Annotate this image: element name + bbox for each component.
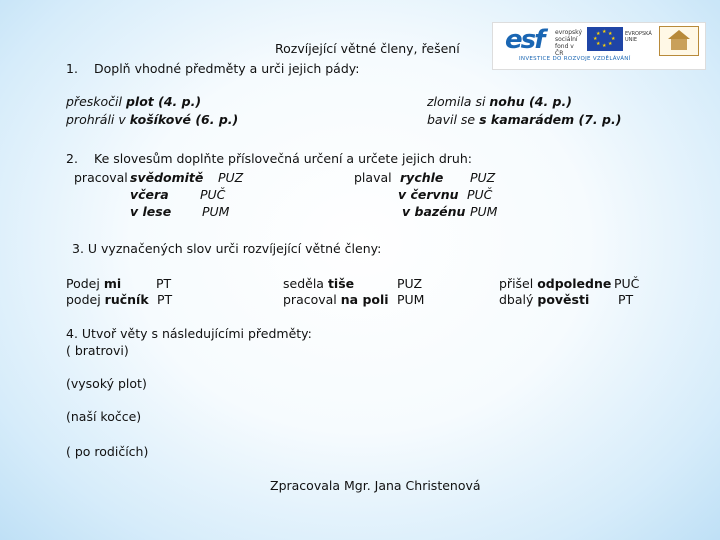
task2-left-type: PUČ [200,187,226,202]
task4-item: ( po rodičích) [66,444,149,459]
eu-flag-icon: ★ ★ ★ ★ ★ ★ ★ ★ [587,27,623,51]
task2-right-type: PUČ [467,187,493,202]
task1-number: 1. [66,61,78,76]
task3-item: Podej mi [66,276,122,291]
esf-caption: evropský sociální fond v ČR [555,29,582,57]
eu-caption: EVROPSKÁ UNIE [625,31,652,43]
task3-text: 3. U vyznačených slov urči rozvíjející větné členy: [72,241,382,256]
task3-type: PT [618,292,634,307]
task2-text: Ke slovesům doplňte příslovečná určení a určete jejich druh: [94,151,472,166]
task3-item: přišel odpoledne [499,276,612,291]
task3-type: PUM [397,292,425,307]
task2-right-word: rychle [400,170,444,185]
task4-item: (vysoký plot) [66,376,147,391]
author-credit: Zpracovala Mgr. Jana Christenová [270,478,481,493]
logo-strip [492,22,706,70]
task2-right-verb: plaval [354,170,392,185]
task3-item: pracoval na poli [283,292,389,307]
task4-item: ( bratrovi) [66,343,129,358]
task2-right-type: PUZ [470,170,496,185]
task2-right-type: PUM [470,204,498,219]
esf-logo: esf [505,25,544,55]
task3-type: PT [156,276,172,291]
task1-row: prohráli v košíkové (6. p.) [66,112,239,127]
task3-type: PT [157,292,173,307]
page-title: Rozvíjející větné členy, řešení [275,41,460,56]
task2-number: 2. [66,151,78,166]
task4-text: 4. Utvoř věty s následujícími předměty: [66,326,312,341]
logos-bottom-text: INVESTICE DO ROZVOJE VZDĚLÁVÁNÍ [519,56,631,62]
task1-row: zlomila si nohu (4. p.) [427,94,572,109]
task3-item: seděla tiše [283,276,355,291]
task3-type: PUZ [397,276,423,291]
task1-row: bavil se s kamarádem (7. p.) [427,112,622,127]
task2-left-word: v lese [130,204,172,219]
task2-right-word: v bazénu [402,204,466,219]
task2-left-word: svědomitě [130,170,204,185]
task4-item: (naší kočce) [66,409,142,424]
task2-left-word: včera [130,187,169,202]
task3-item: podej ručník [66,292,149,307]
task2-right-word: v červnu [398,187,459,202]
ministry-logo-icon [659,26,699,56]
task3-item: dbalý pověsti [499,292,590,307]
task2-left-verb: pracoval [74,170,128,185]
task2-left-type: PUM [202,204,230,219]
task2-left-type: PUZ [218,170,244,185]
task1-row: přeskočil plot (4. p.) [66,94,202,109]
task1-text: Doplň vhodné předměty a urči jejich pády: [94,61,360,76]
task3-type: PUČ [614,276,640,291]
